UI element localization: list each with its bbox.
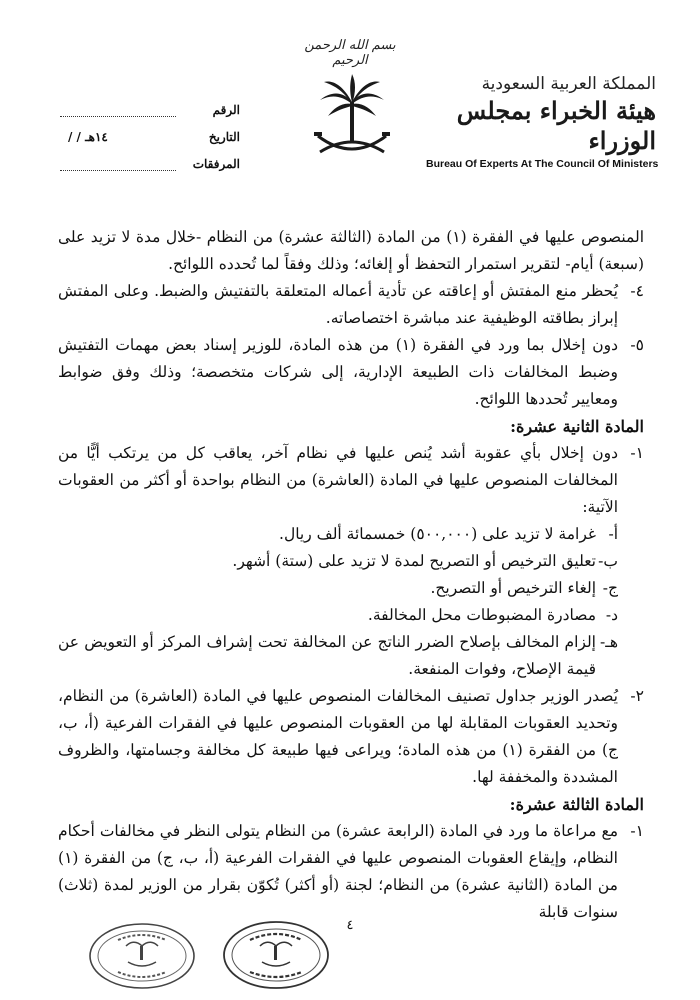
item-number: ٢- — [630, 687, 644, 705]
item-number: ١- — [630, 822, 644, 840]
bureau-name-english: Bureau Of Experts At The Council Of Ministers — [426, 158, 659, 170]
attachments-row — [60, 144, 240, 171]
page-number: ٤ — [346, 918, 354, 933]
official-seal-icon — [222, 920, 330, 990]
item-text: مع مراعاة ما ورد في المادة (الرابعة عشرة) من النظام يتولى النظر في مخالفات أحكام النظام، وإيقاع العقوبات المنصوص عليها في الفقرات الفرعية (أ، ب، ج) من الفقرة (١) من المادة (الثانية عشرة) من النظام؛ لجنة (أو أكثر) تُكوّن بقرار من الوزير لمدة (ثلاث) سنوات قابلة — [58, 822, 618, 921]
penalty-text: غرامة لا تزيد على (٥٠٠,٠٠٠) خمسمائة ألف ريال. — [279, 525, 596, 543]
penalty-text: مصادرة المضبوطات محل المخالفة. — [367, 606, 596, 624]
number-row — [60, 90, 240, 117]
attachments-line — [60, 157, 176, 171]
number-label: الرقم — [212, 103, 240, 117]
basmala: بسم الله الرحمن الرحيم — [304, 38, 396, 68]
date-row — [60, 117, 240, 144]
item-number: ٥- — [630, 336, 644, 354]
list-item — [58, 332, 644, 413]
penalty-item — [58, 548, 644, 575]
penalty-text: إلغاء الترخيص أو التصريح. — [430, 579, 596, 597]
item-text: يُحظر منع المفتش أو إعاقته عن تأدية أعماله المتعلقة بالتفتيش والضبط. وعلى المفتش إبراز بطاقته الوظيفية عند مباشرة اختصاصاته. — [58, 282, 618, 327]
item-text: دون إخلال بما ورد في الفقرة (١) من هذه المادة، للوزير إسناد بعض مهمات التفتيش وضبط المخالفات ذات الطبيعة الإدارية، إلى شركات متخصصة؛ وذلك وفق ضوابط ومعايير تُحددها اللوائح. — [58, 336, 618, 408]
item-text: يُصدر الوزير جداول تصنيف المخالفات المنصوص عليها في المادة (العاشرة) من النظام، وتحديد العقوبات المقابلة لها من العقوبات المنصوص عليها في الفقرات الفرعية (أ، ب، ج) من الفقرة (١) من هذه المادة؛ ويراعى فيها طبيعة كل مخالفة وجسامتها، والظروف المشددة والمخففة لها. — [58, 687, 619, 786]
item-text: دون إخلال بأي عقوبة أشد يُنص عليها في نظام آخر، يعاقب كل من يرتكب أيًّا من المخالفات المنصوص عليها في المادة (العاشرة) من النظام بواحدة أو أكثر من العقوبات الآتية: — [58, 444, 618, 516]
reference-block — [60, 90, 240, 171]
penalty-item — [58, 602, 644, 629]
penalty-item — [58, 575, 644, 602]
penalty-mark: أ- — [608, 525, 618, 543]
penalty-text: إلزام المخالف بإصلاح الضرر الناتج عن المخالفة تحت إشراف المركز أو التعويض عن قيمة الإصلاح، وفوات المنفعة. — [58, 633, 596, 678]
item-number: ٤- — [630, 282, 644, 300]
attachments-label: المرفقات — [192, 157, 240, 171]
penalty-item — [58, 629, 644, 683]
date-value: / / ١٤هـ — [68, 130, 108, 144]
list-item — [58, 683, 644, 791]
penalty-text: تعليق الترخيص أو التصريح لمدة لا تزيد على (ستة) أشهر. — [232, 552, 596, 570]
article-12-heading: المادة الثانية عشرة: — [510, 417, 644, 436]
list-item — [58, 818, 644, 926]
document-body — [58, 224, 644, 926]
date-label: التاريخ — [208, 130, 240, 144]
saudi-emblem-icon — [312, 72, 392, 164]
penalty-mark: ب- — [598, 552, 618, 570]
penalty-mark: د- — [605, 606, 618, 624]
number-line — [60, 103, 176, 117]
issuer-block — [426, 74, 659, 170]
item-number: ١- — [630, 444, 644, 462]
article-13-heading: المادة الثالثة عشرة: — [509, 795, 644, 814]
continuation-paragraph: المنصوص عليها في الفقرة (١) من المادة (الثالثة عشرة) من النظام -خلال مدة لا تزيد على (سبعة) أيام- لتقرير استمرار التحفظ أو إلغائه؛ وذلك وفقاً لما تُحدده اللوائح. — [58, 228, 645, 273]
penalty-mark: ج- — [602, 579, 618, 597]
list-item — [58, 278, 644, 332]
penalty-mark: هـ- — [600, 633, 618, 651]
kingdom-name: المملكة العربية السعودية — [481, 74, 656, 94]
penalty-item — [58, 521, 644, 548]
bureau-name-arabic: هيئة الخبراء بمجلس الوزراء — [456, 96, 656, 155]
official-seal-icon — [88, 922, 196, 990]
list-item — [58, 440, 644, 521]
